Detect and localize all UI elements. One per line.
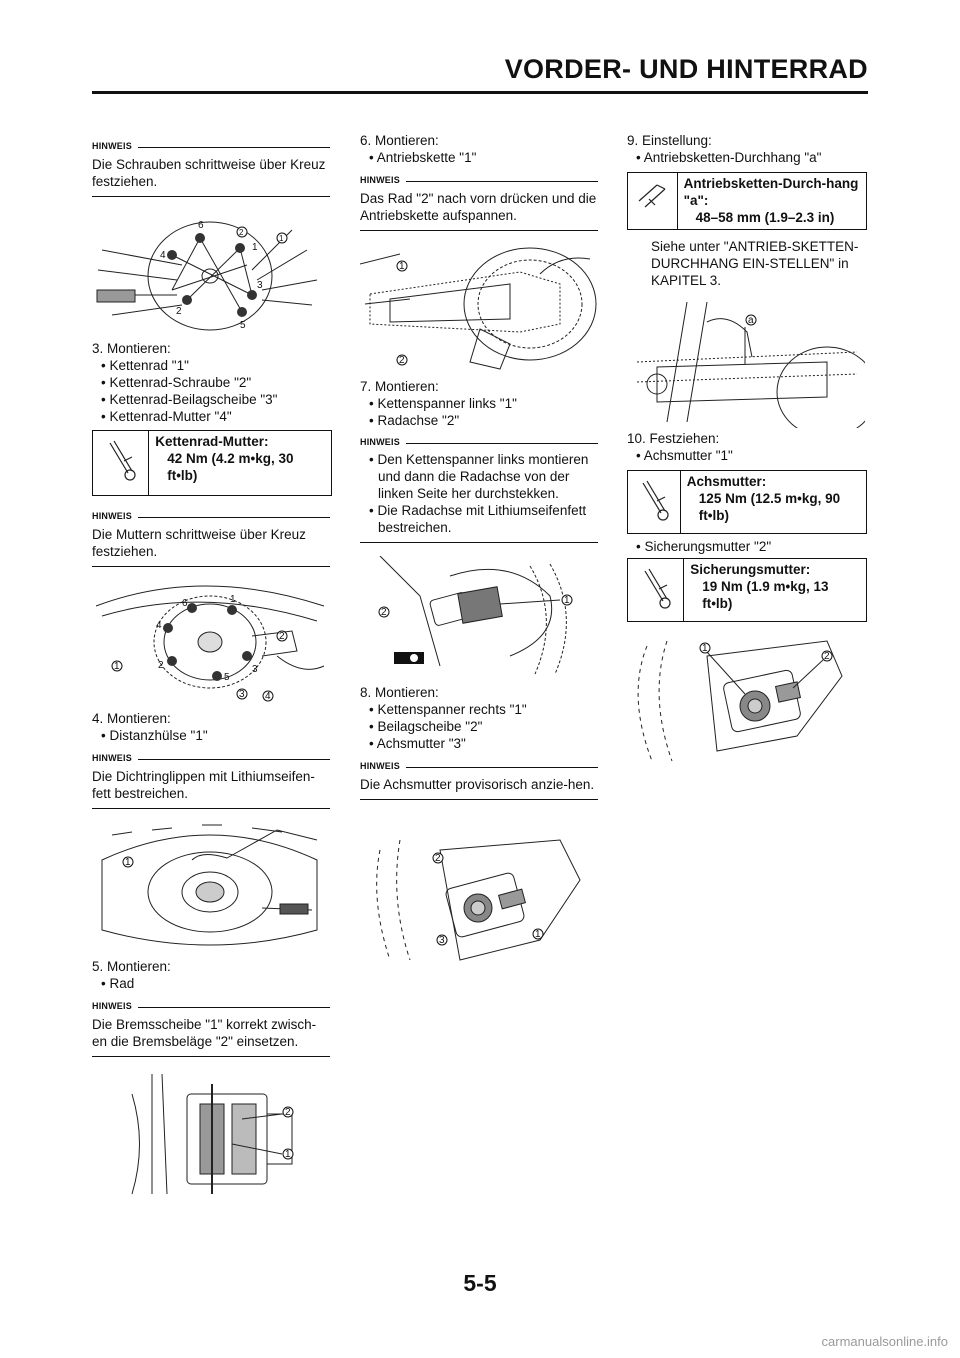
svg-text:1: 1 [230, 594, 236, 605]
svg-text:3: 3 [239, 689, 245, 700]
page-number: 5-5 [463, 1270, 497, 1296]
torque-wrench-icon [93, 431, 149, 495]
svg-text:a: a [748, 315, 754, 326]
list-item: • Antriebskette "1" [360, 149, 598, 166]
header-rule [92, 91, 868, 94]
svg-text:1: 1 [125, 857, 131, 868]
note-text: Die Dichtringlippen mit Lithiumseifen-fett bestreichen. [92, 769, 315, 801]
svg-text:1: 1 [535, 929, 541, 940]
step-title: 9. Einstellung: [627, 133, 712, 148]
spec-title: Sicherungsmutter: [690, 562, 811, 577]
list-item: • Den Kettenspanner links montieren und dann die Radachse von der linken Seite her durchstekken. [360, 451, 598, 502]
list-item: • Distanzhülse "1" [92, 727, 330, 744]
svg-text:2: 2 [279, 631, 285, 642]
reference-text: Siehe unter "ANTRIEB-SKETTEN-DURCHHANG EIN-STELLEN" in KAPITEL 3. [651, 239, 859, 288]
list-item: • Beilagscheibe "2" [360, 718, 598, 735]
note-label: HINWEIS [92, 508, 330, 525]
figure-lock-nut [627, 636, 865, 766]
spec-box [627, 558, 867, 622]
list-item: • Sicherungsmutter "2" [627, 538, 865, 555]
torque-wrench-icon [628, 471, 681, 533]
svg-text:4: 4 [160, 250, 166, 261]
spec-box [92, 430, 332, 496]
svg-text:2: 2 [176, 306, 182, 317]
step-9 [627, 132, 865, 166]
spec-value: 48–58 mm (1.9–2.3 in) [695, 210, 835, 225]
list-item: • Kettenrad-Mutter "4" [92, 408, 330, 425]
note-box [360, 172, 598, 231]
figure-sprocket-bolts [92, 210, 330, 338]
figure-spacer [92, 820, 330, 950]
spec-title: Kettenrad-Mutter: [155, 434, 269, 449]
list-item: • Kettenspanner rechts "1" [360, 701, 598, 718]
spec-title: Achsmutter: [686, 474, 767, 489]
step-title: 5. Montieren: [92, 959, 171, 974]
step-title: 8. Montieren: [360, 685, 439, 700]
step-4 [92, 710, 330, 744]
note-text: Das Rad "2" nach vorn drücken und die Antriebskette aufspannen. [360, 191, 597, 223]
list-item: • Radachse "2" [360, 412, 598, 429]
svg-text:6: 6 [198, 220, 204, 231]
step-6 [360, 132, 598, 166]
step-7 [360, 378, 598, 429]
spec-value: 19 Nm (1.9 m•kg, 13 ft•lb) [702, 579, 829, 611]
figure-sprocket-assembly [92, 576, 330, 704]
list-item: • Achsmutter "1" [627, 447, 865, 464]
svg-text:3: 3 [439, 935, 445, 946]
step-5 [92, 958, 330, 992]
svg-text:1: 1 [114, 661, 120, 672]
svg-text:1: 1 [702, 643, 708, 654]
note-text: Die Schrauben schrittweise über Kreuz festziehen. [92, 157, 326, 189]
step-3 [92, 340, 330, 425]
spec-value: 125 Nm (12.5 m•kg, 90 ft•lb) [698, 491, 841, 523]
watermark: carmanualsonline.info [821, 1334, 948, 1349]
svg-text:2: 2 [381, 607, 387, 618]
svg-text:6: 6 [182, 598, 188, 609]
page-header-title: VORDER- UND HINTERRAD [504, 54, 868, 84]
svg-text:1: 1 [399, 261, 405, 272]
note-label: HINWEIS [360, 172, 598, 189]
step-10 [627, 430, 865, 464]
svg-text:2: 2 [285, 1107, 291, 1118]
note-box [92, 508, 330, 567]
step-title: 10. Festziehen: [627, 431, 720, 446]
svg-text:1: 1 [279, 234, 284, 243]
note-box [360, 434, 598, 543]
svg-text:5: 5 [224, 672, 230, 683]
list-item: • Kettenrad-Schraube "2" [92, 374, 330, 391]
svg-text:5: 5 [240, 320, 246, 331]
figure-drive-chain [360, 244, 598, 374]
step-title: 6. Montieren: [360, 133, 439, 148]
note-text: Die Achsmutter provisorisch anzie-hen. [360, 777, 595, 792]
list-item: • Kettenspanner links "1" [360, 395, 598, 412]
note-label: HINWEIS [92, 998, 330, 1015]
step-title: 7. Montieren: [360, 379, 439, 394]
step-10-lock [627, 538, 865, 555]
note-text: Die Bremsscheibe "1" korrekt zwisch-en die Bremsbeläge "2" einsetzen. [92, 1017, 317, 1049]
figure-chain-slack [627, 302, 865, 428]
svg-text:2: 2 [239, 228, 244, 237]
step-8 [360, 684, 598, 752]
step-title: 3. Montieren: [92, 341, 171, 356]
svg-text:1: 1 [252, 242, 258, 253]
list-item: • Kettenrad "1" [92, 357, 330, 374]
note-box [360, 758, 598, 800]
list-item: • Die Radachse mit Lithiumseifenfett bestreichen. [360, 502, 598, 536]
svg-text:1: 1 [285, 1149, 291, 1160]
svg-text:3: 3 [257, 280, 263, 291]
spec-box [627, 470, 867, 534]
spec-box [627, 172, 867, 230]
svg-text:2: 2 [158, 660, 164, 671]
note-text: Die Muttern schrittweise über Kreuz festziehen. [92, 527, 306, 559]
svg-text:4: 4 [265, 691, 271, 702]
note-box [92, 138, 330, 197]
note-label: HINWEIS [360, 758, 598, 775]
spec-title: Antriebsketten-Durch-hang "a": [683, 176, 859, 208]
torque-wrench-icon [628, 559, 684, 621]
svg-text:2: 2 [399, 355, 405, 366]
list-item: • Achsmutter "3" [360, 735, 598, 752]
spec-value: 42 Nm (4.2 m•kg, 30 ft•lb) [167, 451, 294, 483]
note-box [92, 750, 330, 809]
figure-chain-puller-left [360, 556, 598, 676]
figure-brake-disc [92, 1074, 330, 1198]
step-title: 4. Montieren: [92, 711, 171, 726]
svg-text:1: 1 [564, 595, 570, 606]
note-label: HINWEIS [360, 434, 598, 451]
note-box [92, 998, 330, 1057]
list-item: • Antriebsketten-Durchhang "a" [627, 149, 865, 166]
note-label: HINWEIS [92, 138, 330, 155]
figure-axle-nut [360, 830, 598, 970]
svg-text:3: 3 [252, 664, 258, 675]
svg-text:2: 2 [435, 853, 441, 864]
list-item: • Rad [92, 975, 330, 992]
svg-text:4: 4 [156, 620, 162, 631]
list-item: • Kettenrad-Beilagscheibe "3" [92, 391, 330, 408]
svg-text:2: 2 [824, 651, 830, 662]
measure-tool-icon [628, 173, 678, 229]
note-label: HINWEIS [92, 750, 330, 767]
